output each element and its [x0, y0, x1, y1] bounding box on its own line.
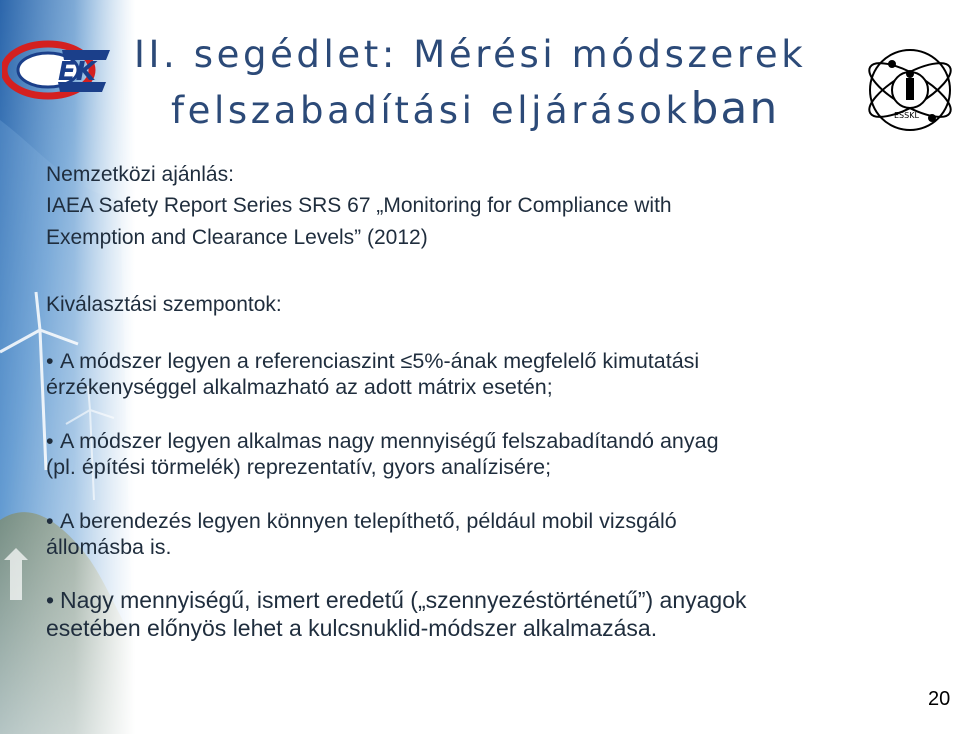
bullet-text: A módszer legyen alkalmas nagy mennyiségű felszabadítandó anyag [60, 429, 719, 453]
title-line-1: II. segédlet: Mérési módszerek [134, 33, 807, 76]
bullet-glyph: • [46, 509, 54, 533]
bullet-line-2: állomásba is. [46, 535, 172, 559]
esskl-seal-lettering: ESSKL [894, 111, 919, 120]
bullet-line-1 [46, 348, 906, 374]
title-line-2 [134, 82, 860, 138]
ek-logo-lettering: EK [58, 57, 96, 87]
reference-line-2: Exemption and Clearance Levels” (2012) [46, 226, 428, 249]
bullet-glyph: • [46, 587, 55, 613]
esskl-seal-logo [862, 38, 958, 136]
ek-logo [2, 38, 112, 104]
bullet-item [46, 348, 906, 400]
ek-logo-mark [2, 38, 112, 104]
bullet-text: Nagy mennyiségű, ismert eredetű („szennyezéstörténetű”) anyagok [60, 587, 747, 613]
bullet-text: A berendezés legyen könnyen telepíthető, például mobil vizsgáló [60, 509, 677, 533]
bullet-item [46, 586, 906, 642]
bullet-line-2: érzékenységgel alkalmazható az adott mátrix esetén; [46, 375, 553, 399]
reference-line-1: IAEA Safety Report Series SRS 67 „Monitoring for Compliance with [46, 194, 672, 217]
slide-title [134, 28, 860, 138]
criteria-label: Kiválasztási szempontok: [46, 293, 282, 316]
title-line-2-suffix: ban [690, 83, 780, 134]
bullet-item [46, 508, 906, 560]
page-number: 20 [928, 688, 951, 710]
bullet-line-2: esetében előnyös lehet a kulcsnuklid-módszer alkalmazása. [46, 615, 658, 641]
bullet-glyph: • [46, 349, 54, 373]
slide-body [46, 160, 906, 642]
bullet-line-2: (pl. építési törmelék) reprezentatív, gyors analízisére; [46, 455, 552, 479]
bullet-text: A módszer legyen a referenciaszint ≤5%-ának megfelelő kimutatási [60, 349, 700, 373]
title-line-2-main: felszabadítási eljárások [171, 89, 691, 132]
bullet-line-1 [46, 428, 906, 454]
esskl-seal-mark [862, 38, 958, 136]
bullet-item [46, 428, 906, 480]
bullet-line-1 [46, 586, 906, 614]
reference-citation [46, 190, 906, 254]
bullet-glyph: • [46, 429, 54, 453]
intro-label: Nemzetközi ajánlás: [46, 163, 234, 186]
bullet-line-1 [46, 508, 906, 534]
